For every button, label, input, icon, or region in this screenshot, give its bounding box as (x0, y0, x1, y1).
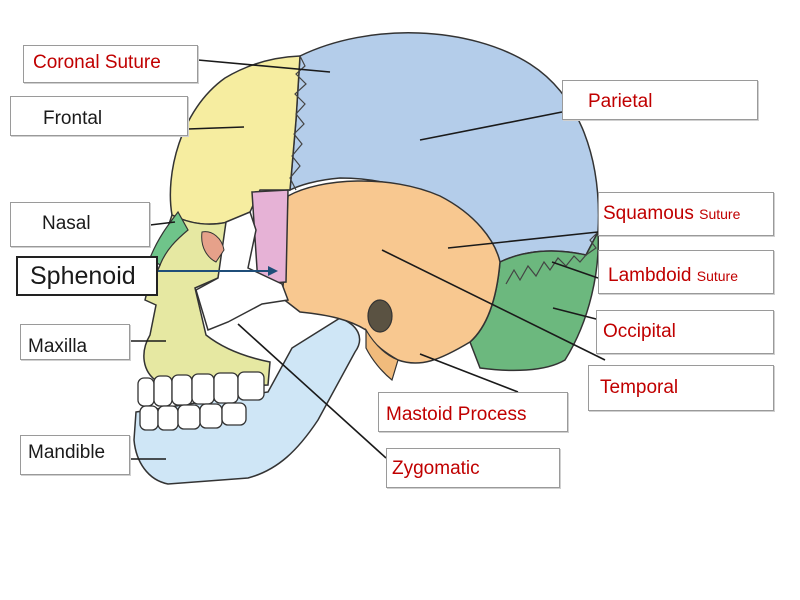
squamous-label: Squamous (603, 203, 694, 224)
sphenoid-label: Sphenoid (30, 262, 136, 290)
coronal-suture-label: Coronal Suture (33, 52, 161, 73)
parietal-label: Parietal (588, 91, 653, 112)
ear-canal (368, 300, 392, 332)
lambdoid-label: Lambdoid (608, 265, 692, 286)
lambdoid-suture-word: Suture (696, 268, 738, 284)
nasal-label: Nasal (42, 213, 91, 234)
frontal-label: Frontal (43, 108, 103, 129)
lambdoid-suture-label (608, 265, 738, 287)
temporal-label: Temporal (600, 377, 679, 398)
occipital-label: Occipital (603, 321, 676, 342)
squamous-suture-word: Suture (699, 206, 741, 222)
maxilla-label: Maxilla (28, 336, 88, 357)
mandible-label: Mandible (28, 442, 106, 463)
mastoid-process-label: Mastoid Process (386, 404, 527, 425)
squamous-suture-label (603, 203, 740, 225)
zygomatic-label: Zygomatic (392, 458, 480, 479)
